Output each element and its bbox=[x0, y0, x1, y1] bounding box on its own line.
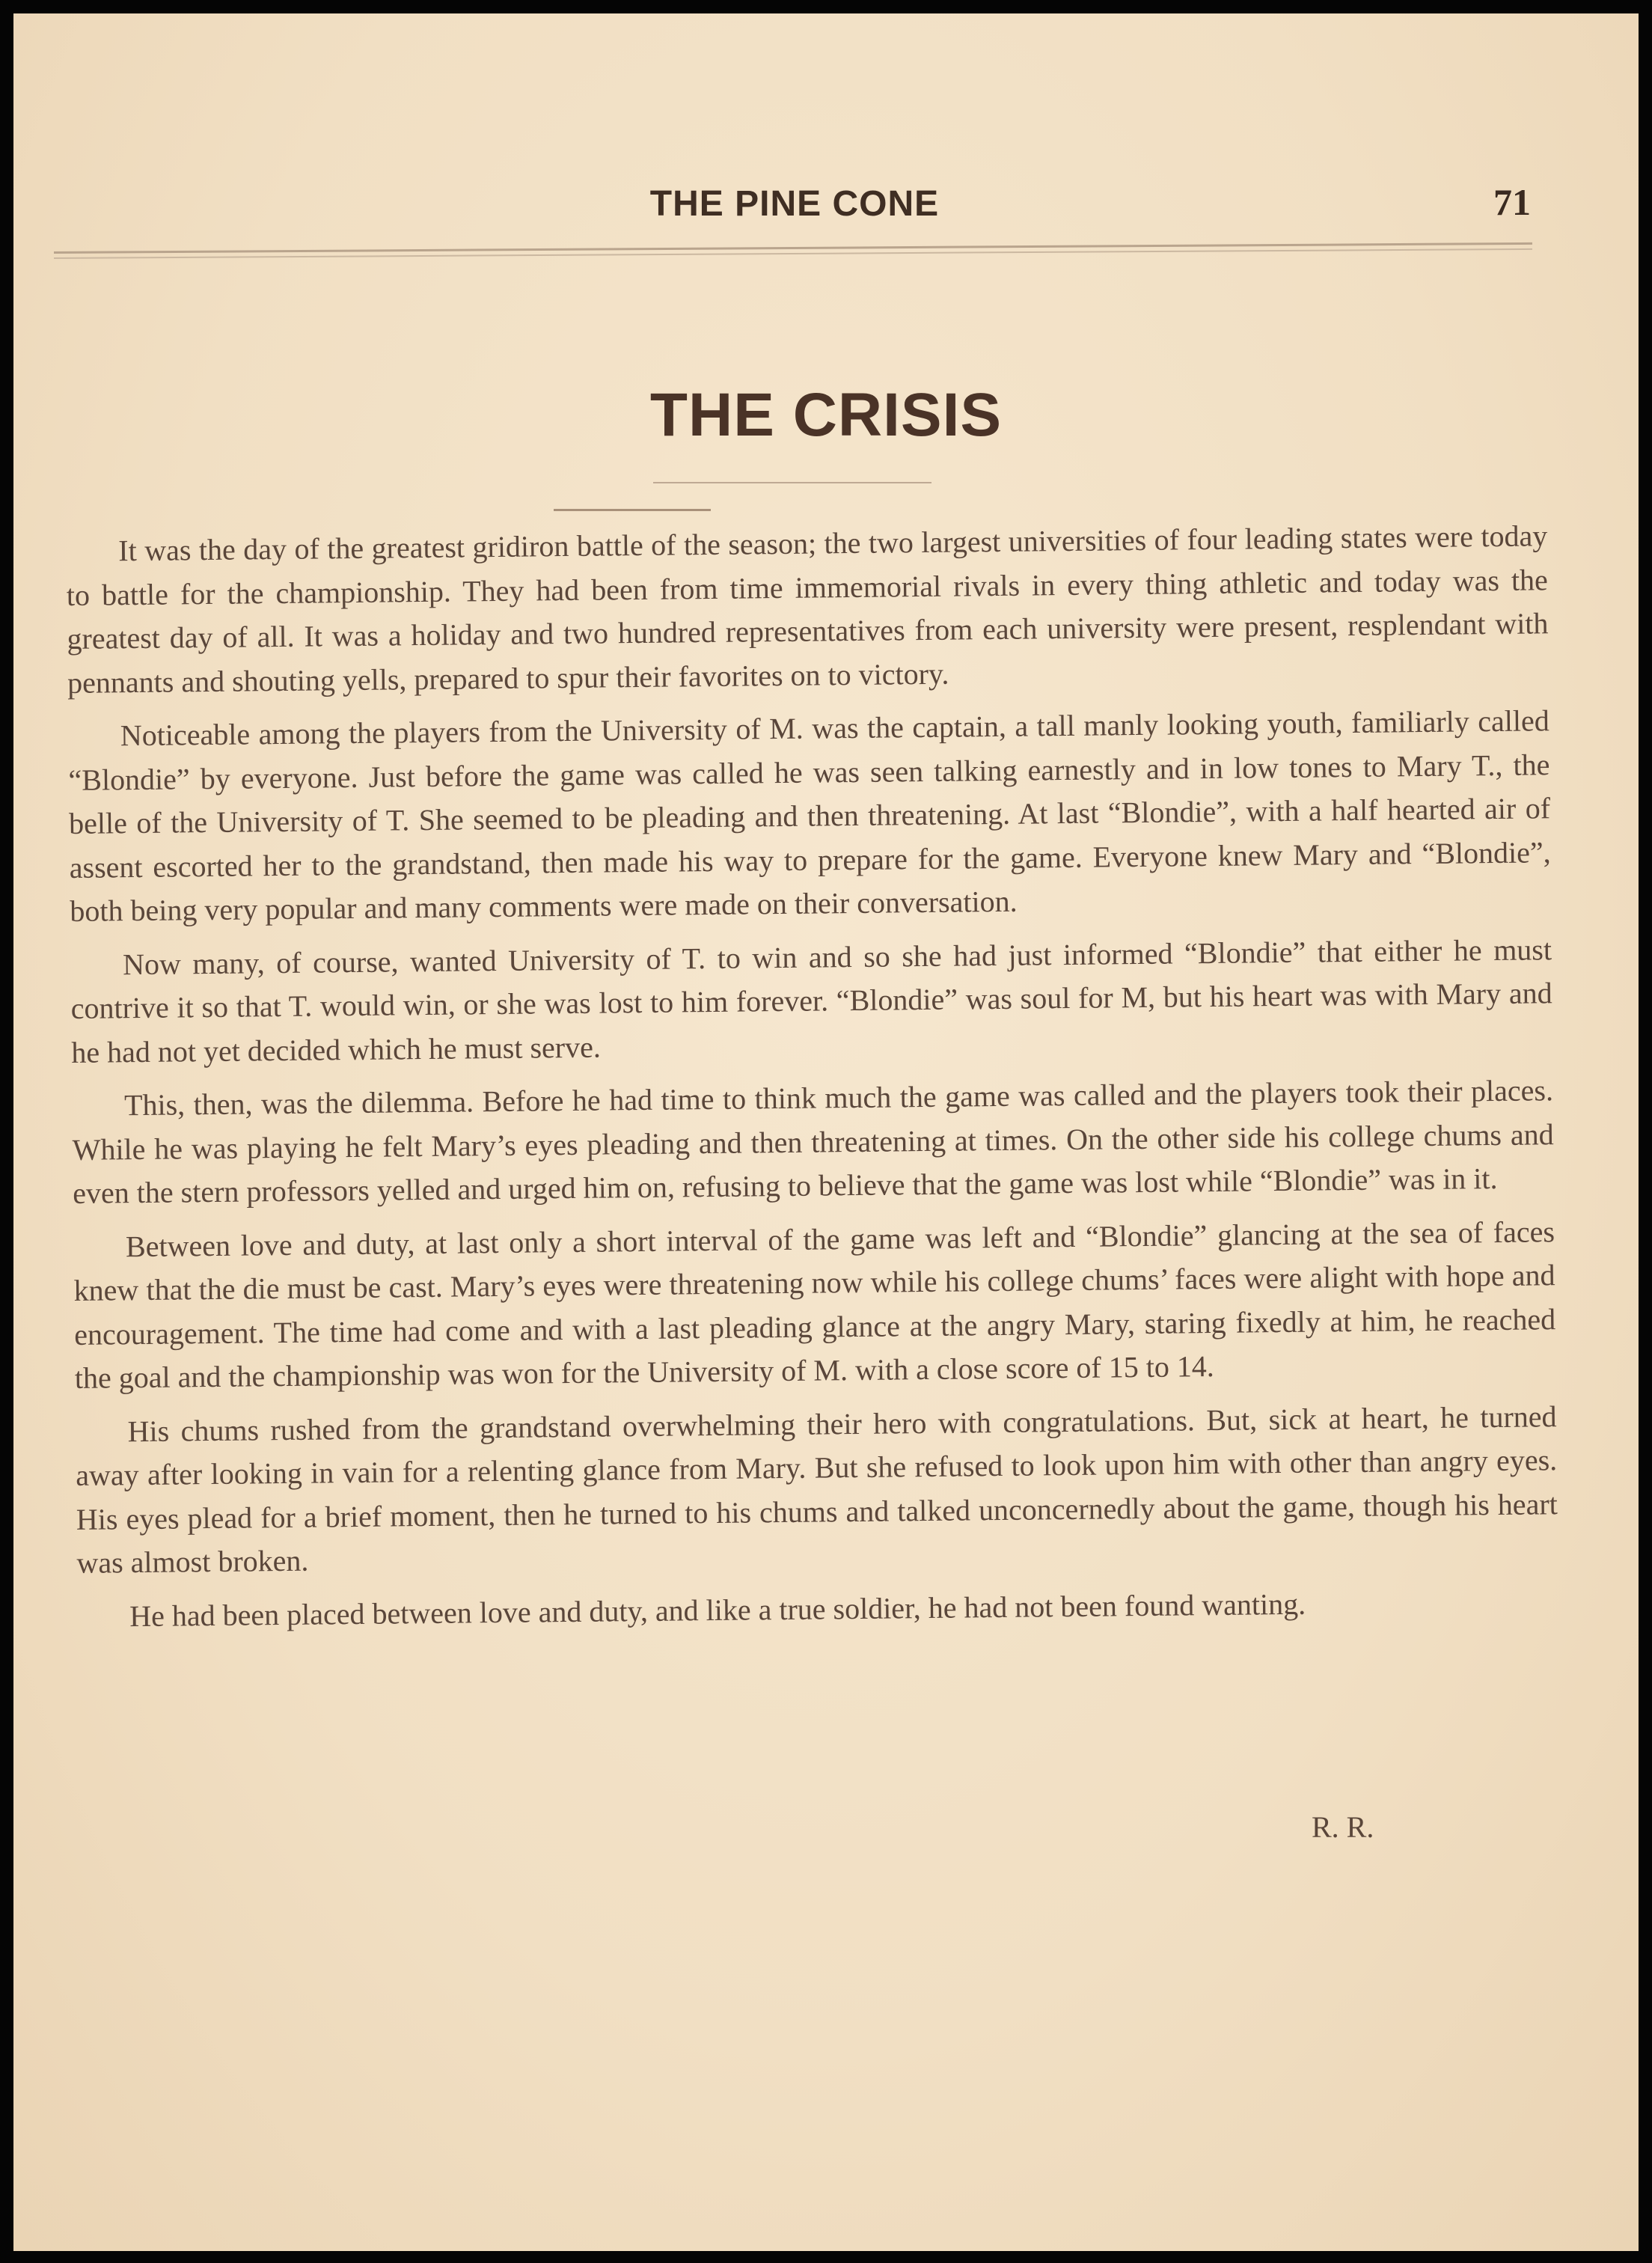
paragraph-7: He had been placed between love and duty, and like a true soldier, he had not been found wanting. bbox=[129, 1586, 1306, 1633]
running-title: THE PINE CONE bbox=[649, 184, 940, 224]
paragraph-4: This, then, was the dilemma. Before he had time to think much the game was called and the players took their places. While he was playing he felt Mary’s eyes pleading and then threatening at times. On the other side his college chums and even the stern professors yelled and urged him on, refusing to believe that the game was lost while “Blondie” was in it. bbox=[72, 1073, 1554, 1210]
paragraph-5: Between love and duty, at last only a short interval of the game was left and “Blondie” glancing at the sea of faces knew that the die must be cast. Mary’s eyes were threatening now while his college chums’ faces were alight with hope and encouragement. The time had come and with a last pleading glance at the angry Mary, staring fixedly at him, he reached the goal and the championship was won for the University of M. with a close score of 15 to 14. bbox=[73, 1214, 1556, 1395]
paragraph-1: It was the day of the greatest gridiron battle of the season; the two largest universities of four leading states were today to battle for the championship. They had been from time immemorial rivals in every thing athletic and today was the greatest day of all. It was a holiday and two hundred representatives from each university were present, resplendant with pennants and shouting yells, prepared to spur their favorites on to victory. bbox=[66, 519, 1549, 700]
paragraph-2: Noticeable among the players from the University of M. was the captain, a tall manly looking youth, familiarly called “Blondie” by everyone. Just before the game was called he was seen talking earnestly and in low tones to Mary T., the belle of the University of T. She seemed to be pleading and then threatening. At last “Blondie”, with a half hearted air of assent escorted her to the grandstand, then made his way to prepare for the game. Everyone knew Mary and “Blondie”, both being very popular and many comments were made on their conversation. bbox=[68, 703, 1551, 928]
author-signature: R. R. bbox=[1312, 1810, 1374, 1844]
article-title: THE CRISIS bbox=[649, 381, 1003, 449]
title-ornament bbox=[554, 509, 711, 511]
title-rule bbox=[653, 482, 931, 483]
paragraph-3: Now many, of course, wanted University of T. to win and so she had just informed “Blondie” that either he must contrive it so that T. would win, or she was lost to him forever. “Blondie” was soul for M, but his heart was with Mary and he had not yet decided which he must serve. bbox=[70, 932, 1552, 1069]
page-number: 71 bbox=[1493, 181, 1531, 223]
page-header bbox=[58, 174, 1531, 249]
article-body bbox=[66, 514, 1559, 1649]
magazine-page bbox=[13, 13, 1639, 2251]
paragraph-6: His chums rushed from the grandstand overwhelming their hero with congratulations. But, sick at heart, he turned away after looking in vain for a relenting glance from Mary. But she refused to look upon him with other than angry eyes. His eyes plead for a brief moment, then he turned to his chums and talked unconcernedly about the game, though his heart was almost broken. bbox=[75, 1399, 1558, 1580]
